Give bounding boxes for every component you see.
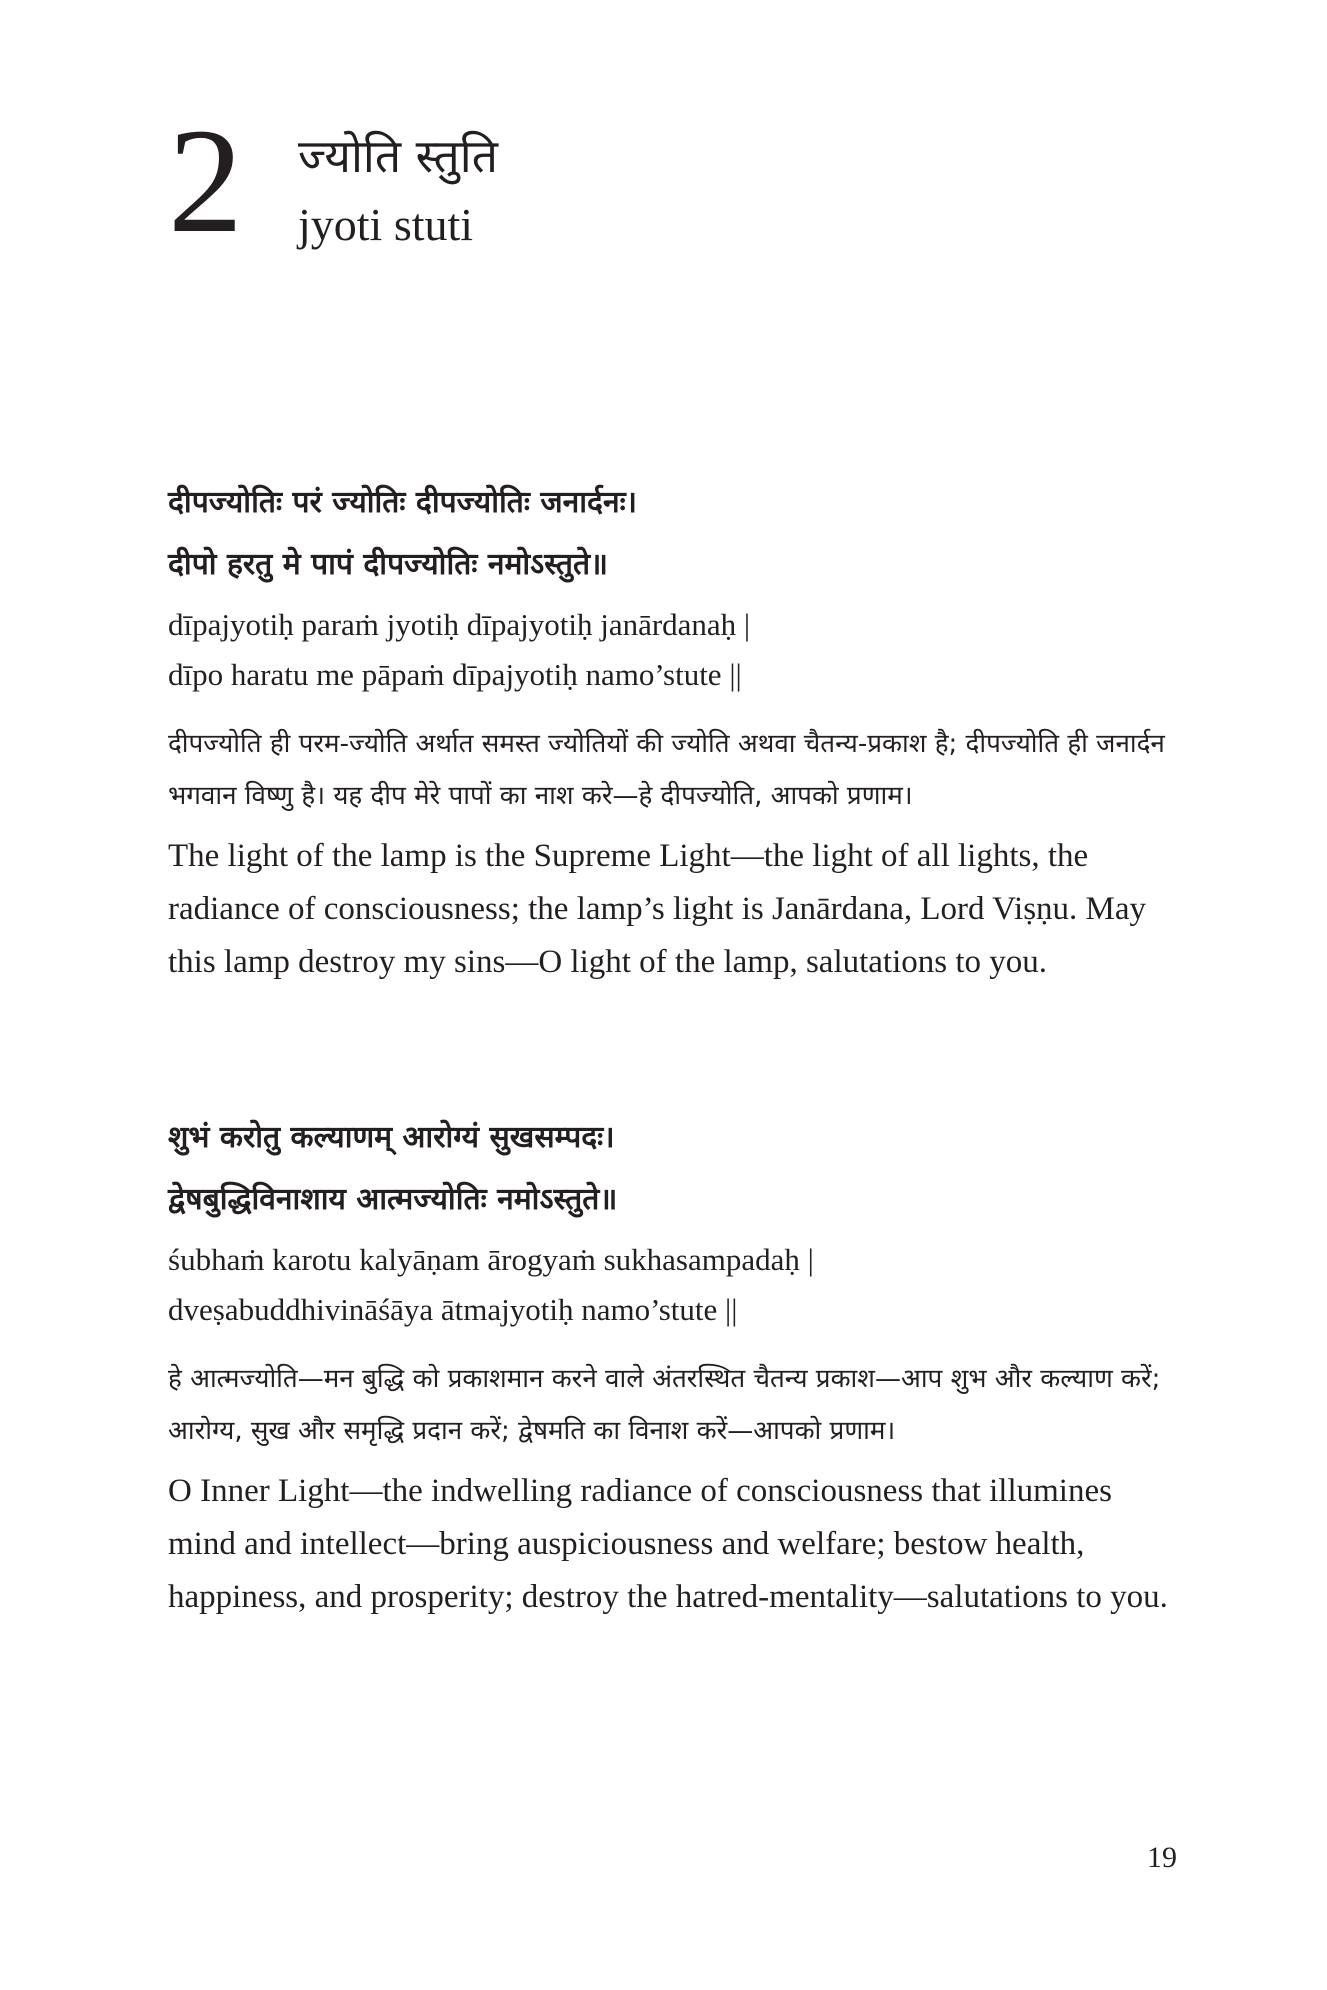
verse-1-sanskrit xyxy=(168,472,1168,596)
transliteration-line: śubhaṁ karotu kalyāṇam ārogyaṁ sukhasampadaḥ | xyxy=(168,1242,814,1277)
chapter-title-transliteration: jyoti stuti xyxy=(298,199,474,250)
verse-1-english-translation: The light of the lamp is the Supreme Light—the light of all lights, the radiance of consciousness; the lamp’s light is Janārdana, Lord Viṣṇu. May this lamp destroy my sins—O light of the lamp, salutations to you. xyxy=(168,838,1147,980)
page-number: 19 xyxy=(1147,1841,1177,1874)
verse-1-hindi-translation: दीपज्योति ही परम-ज्योति अर्थात समस्त ज्योतियों की ज्योति अथवा चैतन्य-प्रकाश है; दीपज्योति ही जनार्दन भगवान विष्णु है। यह दीप मेरे पापों का नाश करे—हे दीपज्योति, आपको प्रणाम। xyxy=(168,729,1165,811)
verse-2 xyxy=(168,1107,1168,1624)
verse-2-english-translation: O Inner Light—the indwelling radiance of consciousness that illumines mind and intellect—bring auspiciousness and welfare; bestow health, happiness, and prosperity; destroy the hatred-mentality—salutations to you. xyxy=(168,1473,1168,1615)
verse-1 xyxy=(168,472,1168,989)
verse-2-hindi-translation: हे आत्मज्योति—मन बुद्धि को प्रकाशमान करने वाले अंतरस्थित चैतन्य प्रकाश—आप शुभ और कल्याण करें; आरोग्य, सुख और समृद्धि प्रदान करें; द्वेषमति का विनाश करें—आपको प्रणाम। xyxy=(168,1364,1161,1446)
verse-2-sanskrit xyxy=(168,1107,1168,1231)
transliteration-line: dīpajyotiḥ paraṁ jyotiḥ dīpajyotiḥ janārdanaḥ | xyxy=(168,607,751,642)
verse-1-transliteration xyxy=(168,600,1168,700)
transliteration-line: dveṣabuddhivināśāya ātmajyotiḥ namo’stute || xyxy=(168,1292,738,1327)
verse-2-transliteration xyxy=(168,1235,1168,1335)
sanskrit-line: शुभं करोतु कल्याणम् आरोग्यं सुखसम्पदः। xyxy=(168,1120,615,1155)
sanskrit-line: दीपज्योतिः परं ज्योतिः दीपज्योतिः जनार्दनः। xyxy=(168,485,638,520)
sanskrit-line: द्वेषबुद्धिविनाशाय आत्मज्योतिः नमोऽस्तुते॥ xyxy=(168,1182,618,1217)
chapter-number: 2 xyxy=(168,98,243,264)
sanskrit-line: दीपो हरतु मे पापं दीपज्योतिः नमोऽस्तुते॥ xyxy=(168,547,609,582)
chapter-title-devanagari: ज्योति स्तुति xyxy=(298,129,498,183)
transliteration-line: dīpo haratu me pāpaṁ dīpajyotiḥ namo’stute || xyxy=(168,657,742,692)
